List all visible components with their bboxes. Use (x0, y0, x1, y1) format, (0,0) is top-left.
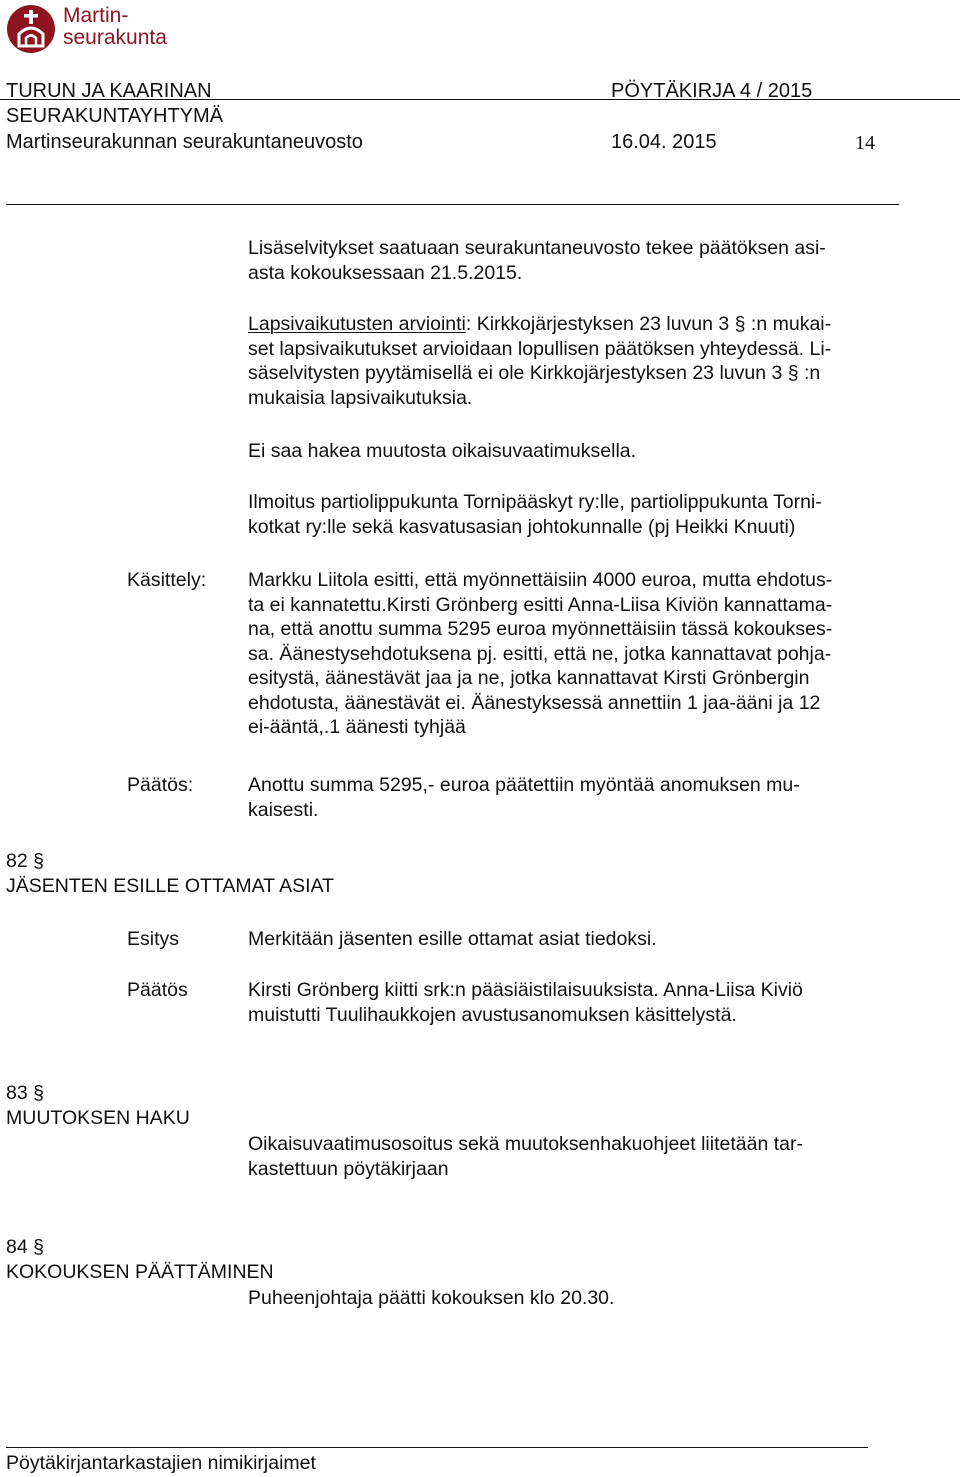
signature-label: Pöytäkirjantarkastajien nimikirjaimet (6, 1452, 316, 1474)
text-span: : Kirkkojärjestyksen 23 luvun 3 § :n mukai- (465, 313, 832, 335)
text-line: sa. Äänestysehdotuksena pj. esitti, että ne, jotka kannattavat pohja- (248, 642, 832, 665)
paragraph-no-appeal (248, 439, 908, 464)
document-title: PÖYTÄKIRJA 4 / 2015 (611, 80, 813, 102)
text-line: Ilmoitus partiolippukunta Tornipääskyt ry:lle, partiolippukunta Torni- (248, 491, 822, 513)
header-top-rule (0, 99, 960, 100)
text-line: Lisäselvitykset saatuaan seurakuntaneuvosto tekee päätöksen asi- (248, 237, 826, 259)
section-84-title: KOKOUKSEN PÄÄTTÄMINEN (6, 1261, 274, 1283)
section-83-text (248, 1132, 908, 1181)
child-impact-heading: Lapsivaikutusten arviointi (248, 313, 466, 335)
text-line: kotkat ry:lle sekä kasvatusasian johtokunnalle (pj Heikki Knuuti) (248, 515, 796, 538)
text-line: esitystä, äänestävät jaa ja ne, jotka kannattavat Kirsti Grönbergin (248, 667, 810, 689)
text-line: Anottu summa 5295,- euroa päätettiin myöntää anomuksen mu- (248, 774, 800, 796)
section-84-number: 84 § (6, 1236, 44, 1258)
meeting-date: 16.04. 2015 (611, 131, 717, 153)
processing-text (248, 568, 908, 740)
text-line: ei-ääntä,.1 äänesti tyhjää (248, 716, 466, 738)
text-line: säselvitysten pyytämisellä ei ole Kirkkojärjestyksen 23 luvun 3 § :n (248, 362, 821, 384)
text-line (248, 312, 908, 337)
text-line: Oikaisuvaatimusosoitus sekä muutoksenhakuohjeet liitetään tar- (248, 1133, 803, 1155)
text-line: Ei saa hakea muutosta oikaisuvaatimuksella. (248, 440, 637, 462)
section-83-title: MUUTOKSEN HAKU (6, 1107, 190, 1129)
footer-rule (6, 1447, 868, 1448)
text-line: Kirsti Grönberg kiitti srk:n pääsiäistilaisuuksista. Anna-Liisa Kiviö (248, 979, 803, 1001)
decision-label: Päätös: (127, 774, 194, 796)
org-name-line1: TURUN JA KAARINAN (6, 80, 212, 102)
text-line: ehdotusta, äänestävät ei. Äänestyksessä annettiin 1 jaa-ääni ja 12 (248, 691, 821, 714)
section-83-number: 83 § (6, 1082, 44, 1104)
page-number: 14 (855, 132, 875, 154)
header-bottom-rule (6, 204, 899, 205)
paragraph-notification (248, 490, 908, 539)
section-84-text (248, 1286, 908, 1311)
logo-text (63, 5, 167, 49)
text-line: Puheenjohtaja päätti kokouksen klo 20.30. (248, 1287, 615, 1309)
meeting-body: Martinseurakunnan seurakuntaneuvosto (6, 131, 363, 153)
church-emblem-icon (6, 4, 56, 54)
processing-label: Käsittely: (127, 569, 207, 591)
text-line: kaisesti. (248, 798, 319, 821)
decision-text (248, 773, 908, 822)
text-line: muistutti Tuulihaukkojen avustusanomuksen käsittelystä. (248, 1003, 737, 1026)
logo-line1: Martin- (63, 4, 129, 27)
text-line: asta kokouksessaan 21.5.2015. (248, 261, 523, 284)
section-82-number: 82 § (6, 850, 44, 872)
section-82-title: JÄSENTEN ESILLE OTTAMAT ASIAT (6, 875, 334, 897)
section-82-proposal-label: Esitys (127, 928, 180, 950)
logo-line2: seurakunta (63, 26, 167, 49)
text-line: set lapsivaikutukset arvioidaan lopullisen päätöksen yhteydessä. Li- (248, 337, 832, 360)
section-82-decision-label: Päätös (127, 979, 188, 1001)
paragraph-further-info (248, 236, 908, 285)
paragraph-child-impact (248, 312, 908, 410)
text-line: mukaisia lapsivaikutuksia. (248, 386, 473, 409)
section-82-decision-text (248, 978, 908, 1027)
text-line: Markku Liitola esitti, että myönnettäisiin 4000 euroa, mutta ehdotus- (248, 569, 833, 591)
martinseurakunta-logo (6, 4, 176, 54)
org-name-line2: SEURAKUNTAYHTYMÄ (6, 105, 224, 127)
section-82-proposal-text (248, 927, 908, 952)
text-line: ta ei kannatettu.Kirsti Grönberg esitti Anna-Liisa Kiviön kannattama- (248, 593, 833, 616)
text-line: kastettuun pöytäkirjaan (248, 1157, 449, 1180)
text-line: na, että anottu summa 5295 euroa myönnettäisiin tässä kokoukses- (248, 618, 833, 640)
text-line: Merkitään jäsenten esille ottamat asiat tiedoksi. (248, 928, 657, 950)
